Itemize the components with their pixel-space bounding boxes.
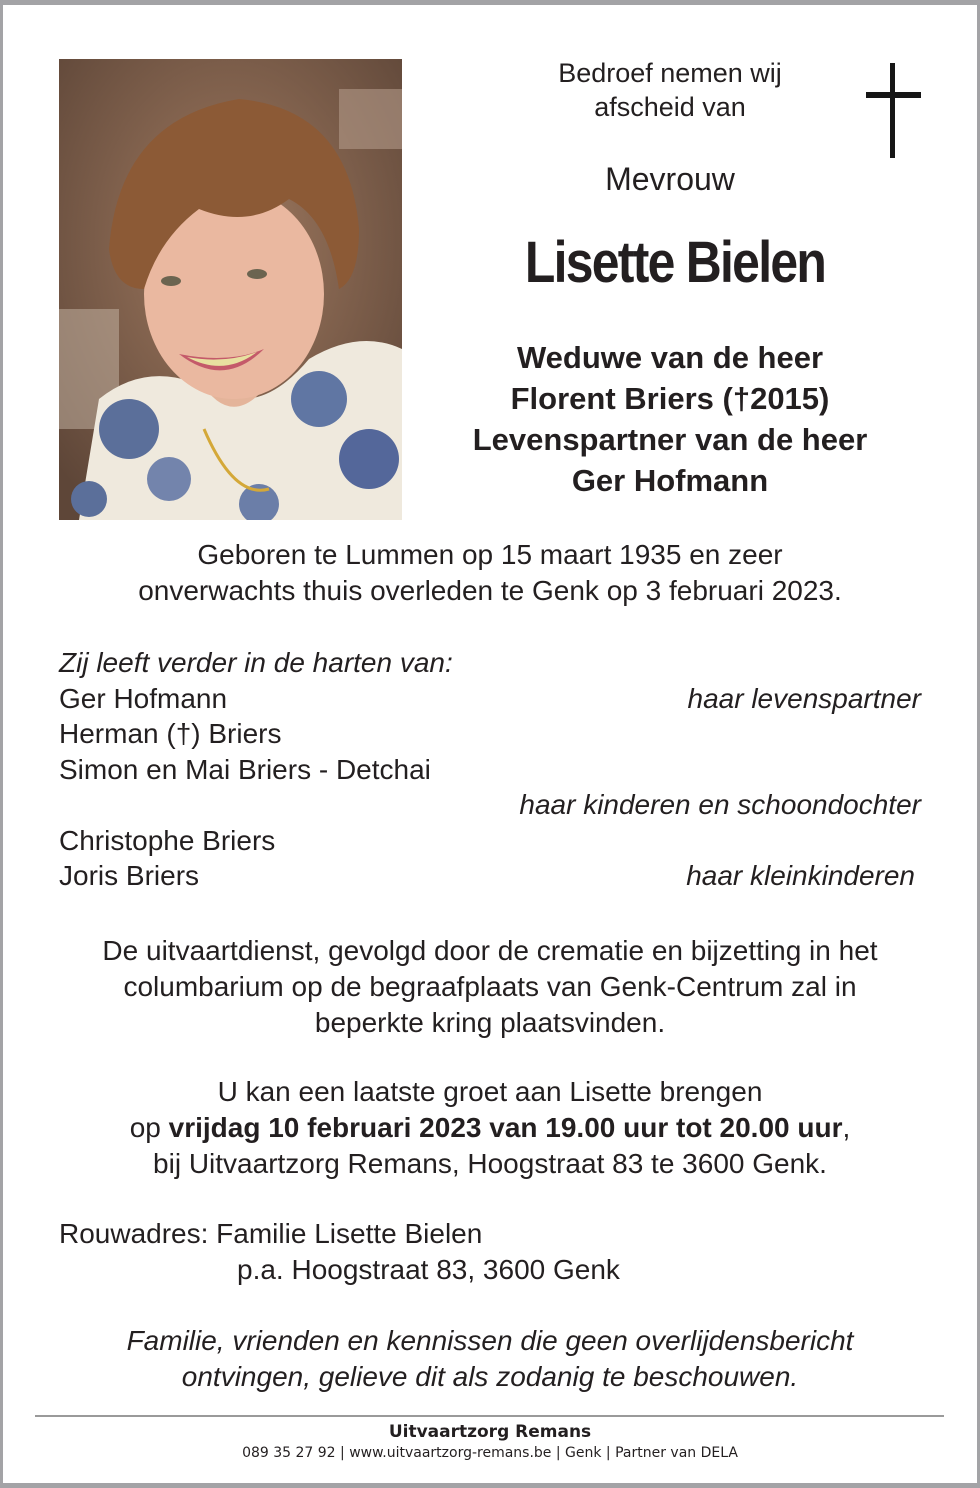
visitation-text: [40, 1074, 940, 1182]
address-line: p.a. Hoogstraat 83, 3600 Genk: [237, 1254, 620, 1285]
survivor-row: [59, 823, 921, 859]
visit-line: bij Uitvaartzorg Remans, Hoogstraat 83 te 3600 Genk.: [153, 1148, 827, 1179]
service-line: columbarium op de begraafplaats van Genk-Centrum zal in: [123, 971, 857, 1002]
latin-cross-icon: [866, 63, 921, 158]
born-line: Geboren te Lummen op 15 maart 1935 en zeer: [197, 539, 783, 570]
intro-line: afscheid van: [594, 92, 746, 122]
mourning-address: [59, 1216, 859, 1288]
survivor-row: [59, 752, 921, 788]
intro-line: Bedroef nemen wij: [558, 58, 782, 88]
survivor-role: haar levenspartner: [687, 682, 921, 714]
survivor-name: Herman (†) Briers: [59, 718, 282, 749]
born-line: onverwachts thuis overleden te Genk op 3 februari 2023.: [138, 575, 842, 606]
relation-line: Levenspartner van de heer: [472, 422, 868, 457]
survivor-name: Joris Briers: [59, 860, 200, 891]
survivors-heading: Zij leeft verder in de harten van:: [59, 647, 453, 678]
address-line: Rouwadres: Familie Lisette Bielen: [59, 1218, 483, 1249]
survivor-group-role: haar kinderen en schoondochter: [519, 789, 921, 820]
intro-text: [500, 56, 840, 124]
relation-line: Weduwe van de heer: [516, 340, 824, 375]
survivors-list: [59, 645, 921, 894]
survivor-name: Simon en Mai Briers - Detchai: [59, 753, 431, 785]
visit-prefix: op: [129, 1112, 169, 1143]
deceased-name: Lisette Bielen: [524, 230, 826, 295]
funeral-home-name: Uitvaartzorg Remans: [388, 1422, 592, 1442]
survivor-name: Christophe Briers: [59, 824, 276, 856]
funeral-home-contact: 089 35 27 92 | www.uitvaartzorg-remans.be | Genk | Partner van DELA: [242, 1445, 738, 1461]
funeral-service-text: [40, 933, 940, 1041]
closing-line: Familie, vrienden en kennissen die geen overlijdensbericht: [126, 1325, 854, 1356]
relation-line: Florent Briers (†2015): [510, 381, 830, 416]
survivor-role: haar kleinkinderen: [686, 860, 915, 891]
visit-suffix: ,: [842, 1112, 851, 1143]
birth-death-statement: [40, 537, 940, 609]
closing-line: ontvingen, gelieve dit als zodanig te beschouwen.: [181, 1361, 799, 1392]
cross-horizontal-bar: [866, 92, 921, 98]
cross-vertical-bar: [890, 63, 895, 158]
survivor-row: [59, 681, 921, 717]
footer-divider: [35, 1415, 944, 1417]
survivor-name: Ger Hofmann: [59, 682, 228, 714]
deceased-portrait-photo: [59, 59, 402, 520]
spouse-relations: [420, 337, 920, 501]
service-line: beperkte kring plaatsvinden.: [314, 1007, 666, 1038]
survivor-row: [59, 858, 921, 894]
service-line: De uitvaartdienst, gevolgd door de crematie en bijzetting in het: [102, 935, 878, 966]
visit-line: [40, 1110, 940, 1146]
survivor-row: [59, 716, 921, 752]
visit-datetime: vrijdag 10 februari 2023 van 19.00 uur tot 20.00 uur: [168, 1112, 843, 1143]
visit-line: U kan een laatste groet aan Lisette brengen: [217, 1076, 763, 1107]
closing-note: [40, 1323, 940, 1395]
title-prefix: Mevrouw: [605, 161, 735, 197]
relation-line: Ger Hofmann: [571, 463, 769, 498]
